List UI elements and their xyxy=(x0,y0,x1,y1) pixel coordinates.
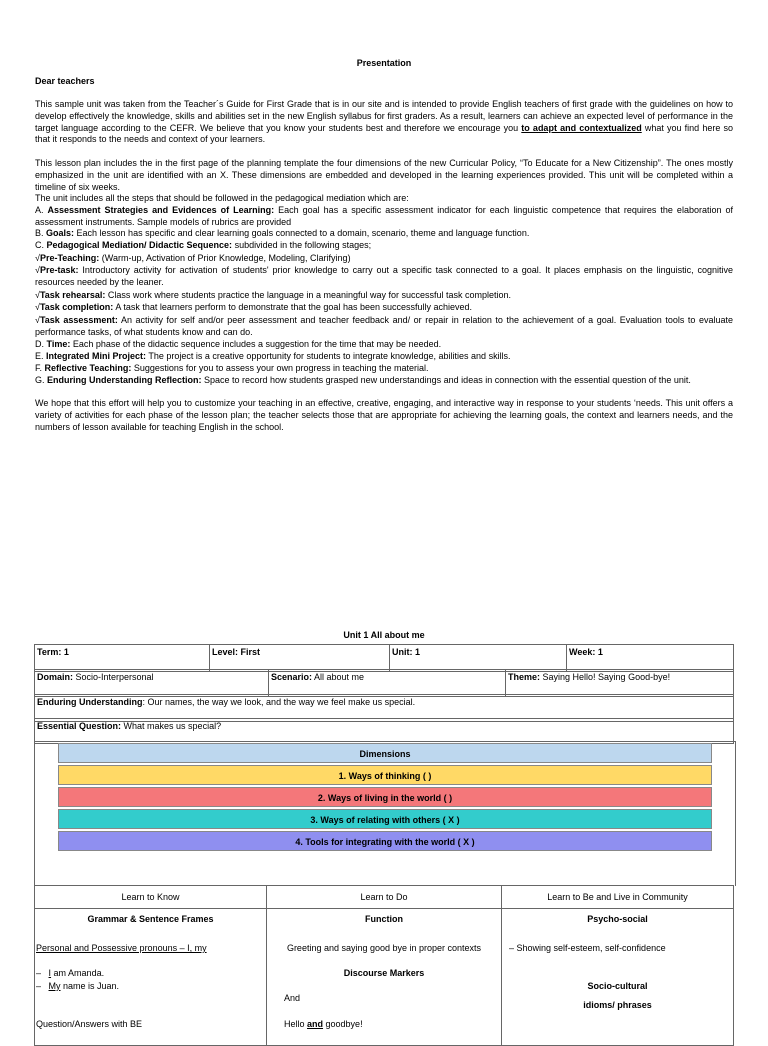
step-prefix: G. xyxy=(35,374,48,385)
intro-paragraph xyxy=(35,99,733,146)
unit-domain-table xyxy=(34,669,734,697)
step-label: Time: xyxy=(46,339,71,350)
step-label: Pre-Teaching: xyxy=(39,252,100,263)
hello-goodbye-text xyxy=(284,1019,363,1031)
step-prefix: F. xyxy=(35,362,45,373)
dimensions-title: Dimensions xyxy=(58,743,712,763)
step-item xyxy=(35,375,733,387)
dimension-tools-integrating: 4. Tools for integrating with the world ( X ) xyxy=(58,831,712,851)
step-text: Introductory activity for activation of students' prior knowledge to carry out a specific task connected to a goal. It places emphasis on the linguistic, cognitive resources needed by the leaner. xyxy=(35,265,733,287)
level-cell xyxy=(210,645,390,672)
step-item xyxy=(35,290,733,302)
col-header-learn-to-do: Learn to Do xyxy=(267,886,502,909)
grammar-heading: Grammar & Sentence Frames xyxy=(87,914,214,924)
step-text: A task that learners perform to demonstrate that the goal has been successfully achieved. xyxy=(113,302,473,313)
and-text: And xyxy=(284,993,301,1003)
scenario-label: Scenario: xyxy=(271,672,313,682)
dimension-ways-of-relating: 3. Ways of relating with others ( X ) xyxy=(58,809,712,829)
term-cell xyxy=(35,645,210,672)
step-text: Each lesson has specific and clear learning goals connected to a domain, scenario, theme and language function. xyxy=(74,228,530,239)
step-item xyxy=(35,339,733,351)
step-item xyxy=(35,265,733,288)
example-2 xyxy=(36,981,119,993)
enduring-label: Enduring Understanding xyxy=(37,697,143,707)
col-learn-to-be xyxy=(502,909,734,1046)
steps-intro: The unit includes all the steps that should be followed in the pedagogical mediation which are: xyxy=(35,193,409,204)
example-2-pronoun: My xyxy=(48,981,61,991)
term-value: 1 xyxy=(61,647,69,657)
theme-cell xyxy=(506,670,734,697)
step-text: Space to record how students grasped new understandings and ideas in connection with the essential question of the unit. xyxy=(201,374,691,385)
steps-list xyxy=(35,205,733,386)
step-text: Suggestions for you to assess your own progress in teaching the material. xyxy=(131,362,429,373)
unit-label: Unit: xyxy=(392,647,413,657)
intro-text-end: what you find here so that it responds to the needs and context of your learners. xyxy=(35,122,733,145)
week-value: 1 xyxy=(595,647,603,657)
domain-value: Socio-Interpersonal xyxy=(73,672,154,682)
step-text: Class work where students practice the language in a meaningful way for successful task completion. xyxy=(105,289,512,300)
adapt-link-text: to adapt and contextualized xyxy=(521,122,642,133)
scenario-cell xyxy=(269,670,506,697)
theme-value: Saying Hello! Saying Good-bye! xyxy=(540,672,671,682)
function-text: Greeting and saying good bye in proper contexts xyxy=(286,943,482,953)
col-learn-to-know xyxy=(35,909,267,1046)
step-prefix: B. xyxy=(35,228,47,239)
presentation-section xyxy=(35,58,733,433)
dimensions-box xyxy=(34,741,736,886)
presentation-title: Presentation xyxy=(356,58,412,68)
discourse-markers-heading: Discourse Markers xyxy=(343,968,425,978)
week-label: Week: xyxy=(569,647,596,657)
lesson-plan-paragraph: This lesson plan includes the in the first page of the planning template the four dimensions of the new Curricular Policy, “To Educate for a New Citizenship”. The ones mostly emphasized in the unit are identified with an X. These dimensions are embedded and developed in the learning experiences provided. This unit will be completed within a timeline of six weeks. xyxy=(35,158,733,192)
psycho-social-item: – Showing self-esteem, self-confidence xyxy=(509,943,666,953)
unit-value: 1 xyxy=(412,647,421,657)
step-item xyxy=(35,228,733,240)
dimension-ways-of-living: 2. Ways of living in the world ( ) xyxy=(58,787,712,807)
example-2-rest: name is Juan. xyxy=(60,981,120,991)
step-prefix: √ xyxy=(35,289,40,300)
step-label: Integrated Mini Project: xyxy=(46,351,147,362)
step-item xyxy=(35,363,733,375)
example-1-rest: am Amanda. xyxy=(51,968,105,978)
dimension-ways-of-thinking: 1. Ways of thinking ( ) xyxy=(58,765,712,785)
step-text: The project is a creative opportunity for students to integrate knowledge, abilities and skills. xyxy=(146,351,511,362)
step-prefix: C. xyxy=(35,239,47,250)
example-1-pronoun: I xyxy=(48,968,52,978)
col-header-learn-to-be: Learn to Be and Live in Community xyxy=(502,886,734,909)
domain-label: Domain: xyxy=(37,672,73,682)
step-text: Each goal has a specific assessment indicator for each linguistic competence that requires the elaboration of assessment instruments. Sample models of rubrics are provided xyxy=(35,204,733,227)
and-marker: and xyxy=(307,1019,324,1029)
intro-text: This sample unit was taken from the Teacher´s Guide for First Grade that is in our site and is intended to provide English teachers of first grade with the guidelines on how to develop effectively the knowledge, skills and abilities set in the new English syllabus for first graders. As a result, learners can achieve an expected level of performance in the target language according to the CEFR. We believe that you know your students best and therefore we encourage you xyxy=(35,99,733,133)
closing-paragraph: We hope that this effort will help you to customize your teaching in an effective, creative, engaging, and interactive way in response to your students ‘needs. This unit offers a variety of activities for each phase of the lesson plan; the teacher selects those that are appropriate for achieving the learning goals, the context and learners needs, and the numbers of lesson available for teaching English in the school. xyxy=(35,398,733,432)
step-item xyxy=(35,240,733,252)
step-item xyxy=(35,315,733,338)
step-text: Each phase of the didactic sequence includes a suggestion for the time that may be needed. xyxy=(70,339,442,350)
step-label: Assessment Strategies and Evidences of Learning: xyxy=(47,204,275,215)
step-prefix: E. xyxy=(35,351,47,362)
domain-cell xyxy=(35,670,269,697)
step-label: Pre-task: xyxy=(39,265,79,276)
step-item xyxy=(35,351,733,363)
step-label: Goals: xyxy=(46,228,75,239)
step-label: Enduring Understanding Reflection: xyxy=(47,374,202,385)
essential-label: Essential Question: xyxy=(37,721,122,731)
step-text: (Warm-up, Activation of Prior Knowledge, Modeling, Clarifying) xyxy=(99,252,351,263)
step-prefix: D. xyxy=(35,339,47,350)
essential-cell xyxy=(35,719,734,744)
step-text: subdivided in the following stages; xyxy=(232,239,372,250)
theme-label: Theme: xyxy=(508,672,541,682)
goodbye: goodbye! xyxy=(323,1019,363,1029)
step-label: Task assessment: xyxy=(39,315,118,326)
week-cell xyxy=(567,645,734,672)
enduring-value: : Our names, the way we look, and the way we feel make us special. xyxy=(142,697,416,707)
psycho-social-heading: Psycho-social xyxy=(587,914,648,924)
step-item xyxy=(35,253,733,265)
step-prefix: A. xyxy=(35,204,48,215)
step-prefix: √ xyxy=(35,265,40,276)
unit-cell xyxy=(390,645,567,672)
essential-value: What makes us special? xyxy=(121,721,222,731)
level-value: First xyxy=(238,647,261,657)
learning-columns-table xyxy=(34,885,734,1046)
example-1 xyxy=(36,968,104,980)
col-learn-to-do xyxy=(267,909,502,1046)
step-label: Task completion: xyxy=(39,302,114,313)
idioms-heading: idioms/ phrases xyxy=(583,1000,652,1010)
step-label: Task rehearsal: xyxy=(39,289,106,300)
col-header-learn-to-know: Learn to Know xyxy=(35,886,267,909)
hello: Hello xyxy=(284,1019,308,1029)
step-prefix: √ xyxy=(35,252,40,263)
dash: – xyxy=(36,981,42,991)
greeting: Dear teachers xyxy=(35,75,95,86)
step-text: An activity for self and/or peer assessment and teacher feedback and/ or repair in relation to the achievement of a goal. Evaluation tools to evaluate performance tasks, of what students know and can do. xyxy=(35,315,733,337)
scenario-value: All about me xyxy=(312,672,365,682)
function-heading: Function xyxy=(365,914,403,924)
step-prefix: √ xyxy=(35,302,40,313)
step-item xyxy=(35,302,733,314)
term-label: Term: xyxy=(37,647,62,657)
step-label: Pedagogical Mediation/ Didactic Sequence: xyxy=(46,239,233,250)
step-label: Reflective Teaching: xyxy=(44,362,132,373)
dash: – xyxy=(36,968,42,978)
qa-text: Question/Answers with BE xyxy=(36,1019,143,1029)
unit-title: Unit 1 All about me xyxy=(343,630,425,640)
step-item xyxy=(35,205,733,228)
unit-header-table xyxy=(34,644,734,672)
socio-cultural-heading: Socio-cultural xyxy=(587,981,648,991)
level-label: Level: xyxy=(212,647,239,657)
pronouns-text: Personal and Possessive pronouns – I, my xyxy=(36,943,207,953)
step-prefix: √ xyxy=(35,315,40,326)
